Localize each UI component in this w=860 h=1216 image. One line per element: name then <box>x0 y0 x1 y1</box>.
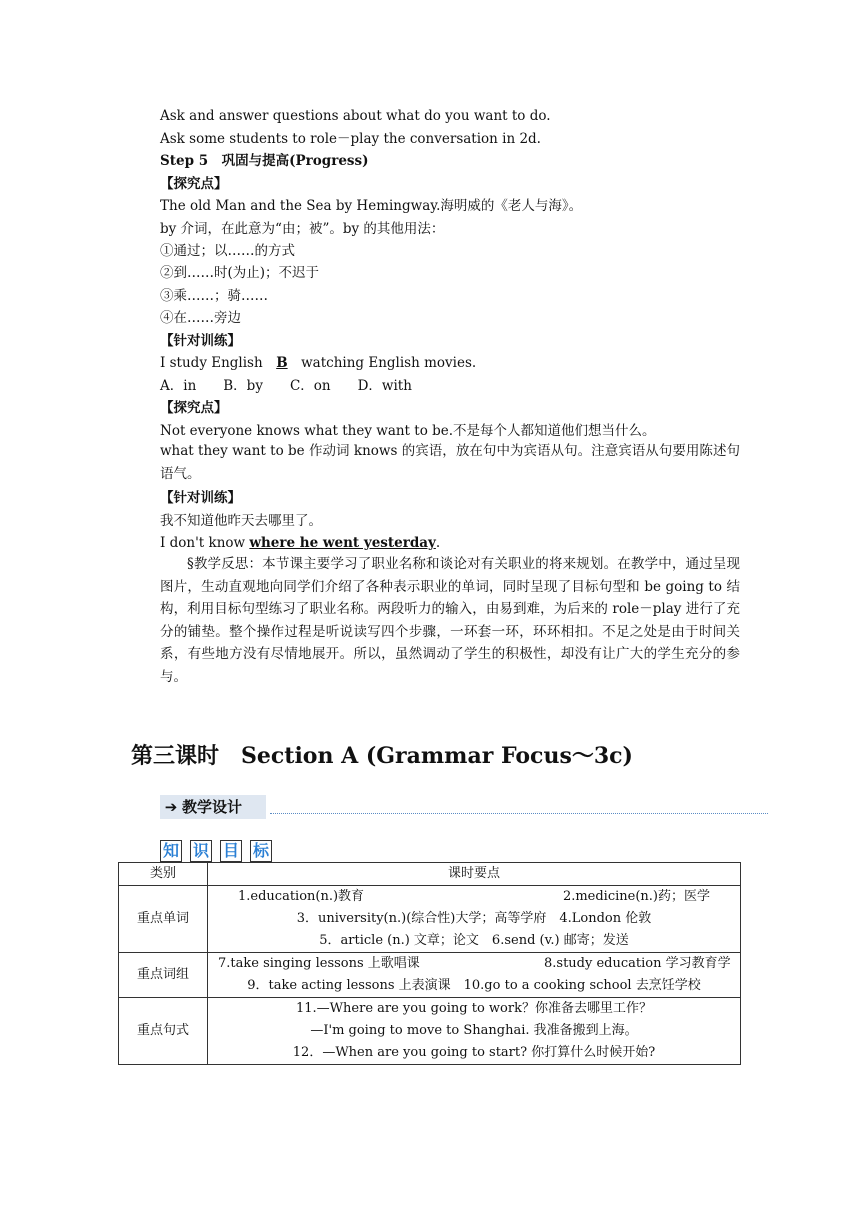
exercise-question <box>160 534 440 552</box>
table-header: 课时要点 <box>208 863 741 886</box>
answer-blank: B <box>276 355 288 371</box>
table-header-row <box>119 863 741 886</box>
answer-blank: where he went yesterday <box>249 535 436 551</box>
table-header: 类别 <box>119 863 208 886</box>
reflection-paragraph: §教学反思：本节课主要学习了职业名称和谈论对有关职业的将来规划。在教学中，通过呈现图片，生动直观地向同学们介绍了各种表示职业的单词，同时呈现了目标句型和 be going to 结构，利用目标句型练习了职业名称。两段听力的输入，由易到难，为后来的 role－play 进行了充分的铺垫。整个操作过程是听说读写四个步骤，一环套一环，环环相扣。不足之处是由于时间关系，有些地方没有尽情地展开。所以，虽然调动了学生的积极性，却没有让广大的学生充分的参与。 <box>160 556 740 685</box>
text-line: 我不知道他昨天去哪里了。 <box>160 513 322 529</box>
knowledge-goals-heading <box>160 840 280 862</box>
usage-item: ①通过；以……的方式 <box>160 243 295 259</box>
usage-item: ②到……时(为止)；不迟于 <box>160 265 320 281</box>
cell-item: 9．take acting lessons 上表演课 10.go to a cooking school 去烹饪学校 <box>247 978 701 993</box>
practice-heading: 【针对训练】 <box>160 333 241 349</box>
teaching-design-banner <box>160 795 770 819</box>
design-label-box <box>160 795 266 819</box>
cell-item: 7.take singing lessons 上歌唱课 <box>218 956 420 971</box>
question-text: I study English <box>160 355 277 371</box>
usage-item: ④在……旁边 <box>160 310 241 326</box>
goal-char: 知 <box>160 840 182 862</box>
usage-item: ③乘……；骑…… <box>160 288 268 304</box>
text-line: Ask and answer questions about what do you want to do. <box>160 108 551 124</box>
text-line: by 介词，在此意为“由；被”。by 的其他用法： <box>160 221 445 237</box>
table-row <box>119 953 741 998</box>
explore-heading: 【探究点】 <box>160 176 228 192</box>
cell-item: 12．—When are you going to start? 你打算什么时候开始? <box>292 1045 656 1060</box>
text-line: Ask some students to role－play the conversation in 2d. <box>160 131 541 147</box>
step-heading: Step 5 巩固与提高(Progress) <box>160 153 369 169</box>
table-row <box>119 998 741 1065</box>
section-title: 第三课时 Section A (Grammar Focus～3c) <box>131 743 633 769</box>
answer-options: A．in B．by C．on D．with <box>160 378 412 394</box>
row-content <box>208 886 741 953</box>
cell-item: —I'm going to move to Shanghai. 我准备搬到上海。 <box>310 1023 638 1038</box>
table-row <box>119 886 741 953</box>
cell-item: 2.medicine(n.)药；医学 <box>562 889 710 904</box>
question-text: watching English movies. <box>287 355 477 371</box>
row-content <box>208 953 741 998</box>
text-line: The old Man and the Sea by Hemingway.海明威的《老人与海》。 <box>160 198 583 214</box>
practice-heading: 【针对训练】 <box>160 490 241 506</box>
arrow-right-icon: ➔ <box>164 798 178 816</box>
question-text: . <box>435 535 441 551</box>
cell-item: 11.—Where are you going to work？你准备去哪里工作？ <box>296 1001 652 1016</box>
cell-item: 3．university(n.)(综合性)大学；高等学府 4.London 伦敦 <box>296 911 652 926</box>
dotted-divider <box>270 813 768 814</box>
row-content <box>208 998 741 1065</box>
cell-item: 8.study education 学习教育学 <box>544 956 731 971</box>
cell-item: 5．article (n.) 文章；论文 6.send (v.) 邮寄；发送 <box>319 933 629 948</box>
row-category: 重点词组 <box>119 953 208 998</box>
design-label: 教学设计 <box>182 798 243 816</box>
explore-heading: 【探究点】 <box>160 400 228 416</box>
exercise-question <box>160 354 476 372</box>
goal-char: 标 <box>250 840 272 862</box>
paragraph: what they want to be 作动词 knows 的宾语，放在句中为宾语从句。注意宾语从句要用陈述句语气。 <box>160 443 740 482</box>
goal-char: 识 <box>190 840 212 862</box>
row-category: 重点单词 <box>119 886 208 953</box>
text-line: Not everyone knows what they want to be.不是每个人都知道他们想当什么。 <box>160 423 656 439</box>
cell-item: 1.education(n.)教育 <box>238 889 365 904</box>
goal-char: 目 <box>220 840 242 862</box>
lesson-points-table <box>118 862 741 1065</box>
row-category: 重点句式 <box>119 998 208 1065</box>
question-text: I don't know <box>160 535 250 551</box>
